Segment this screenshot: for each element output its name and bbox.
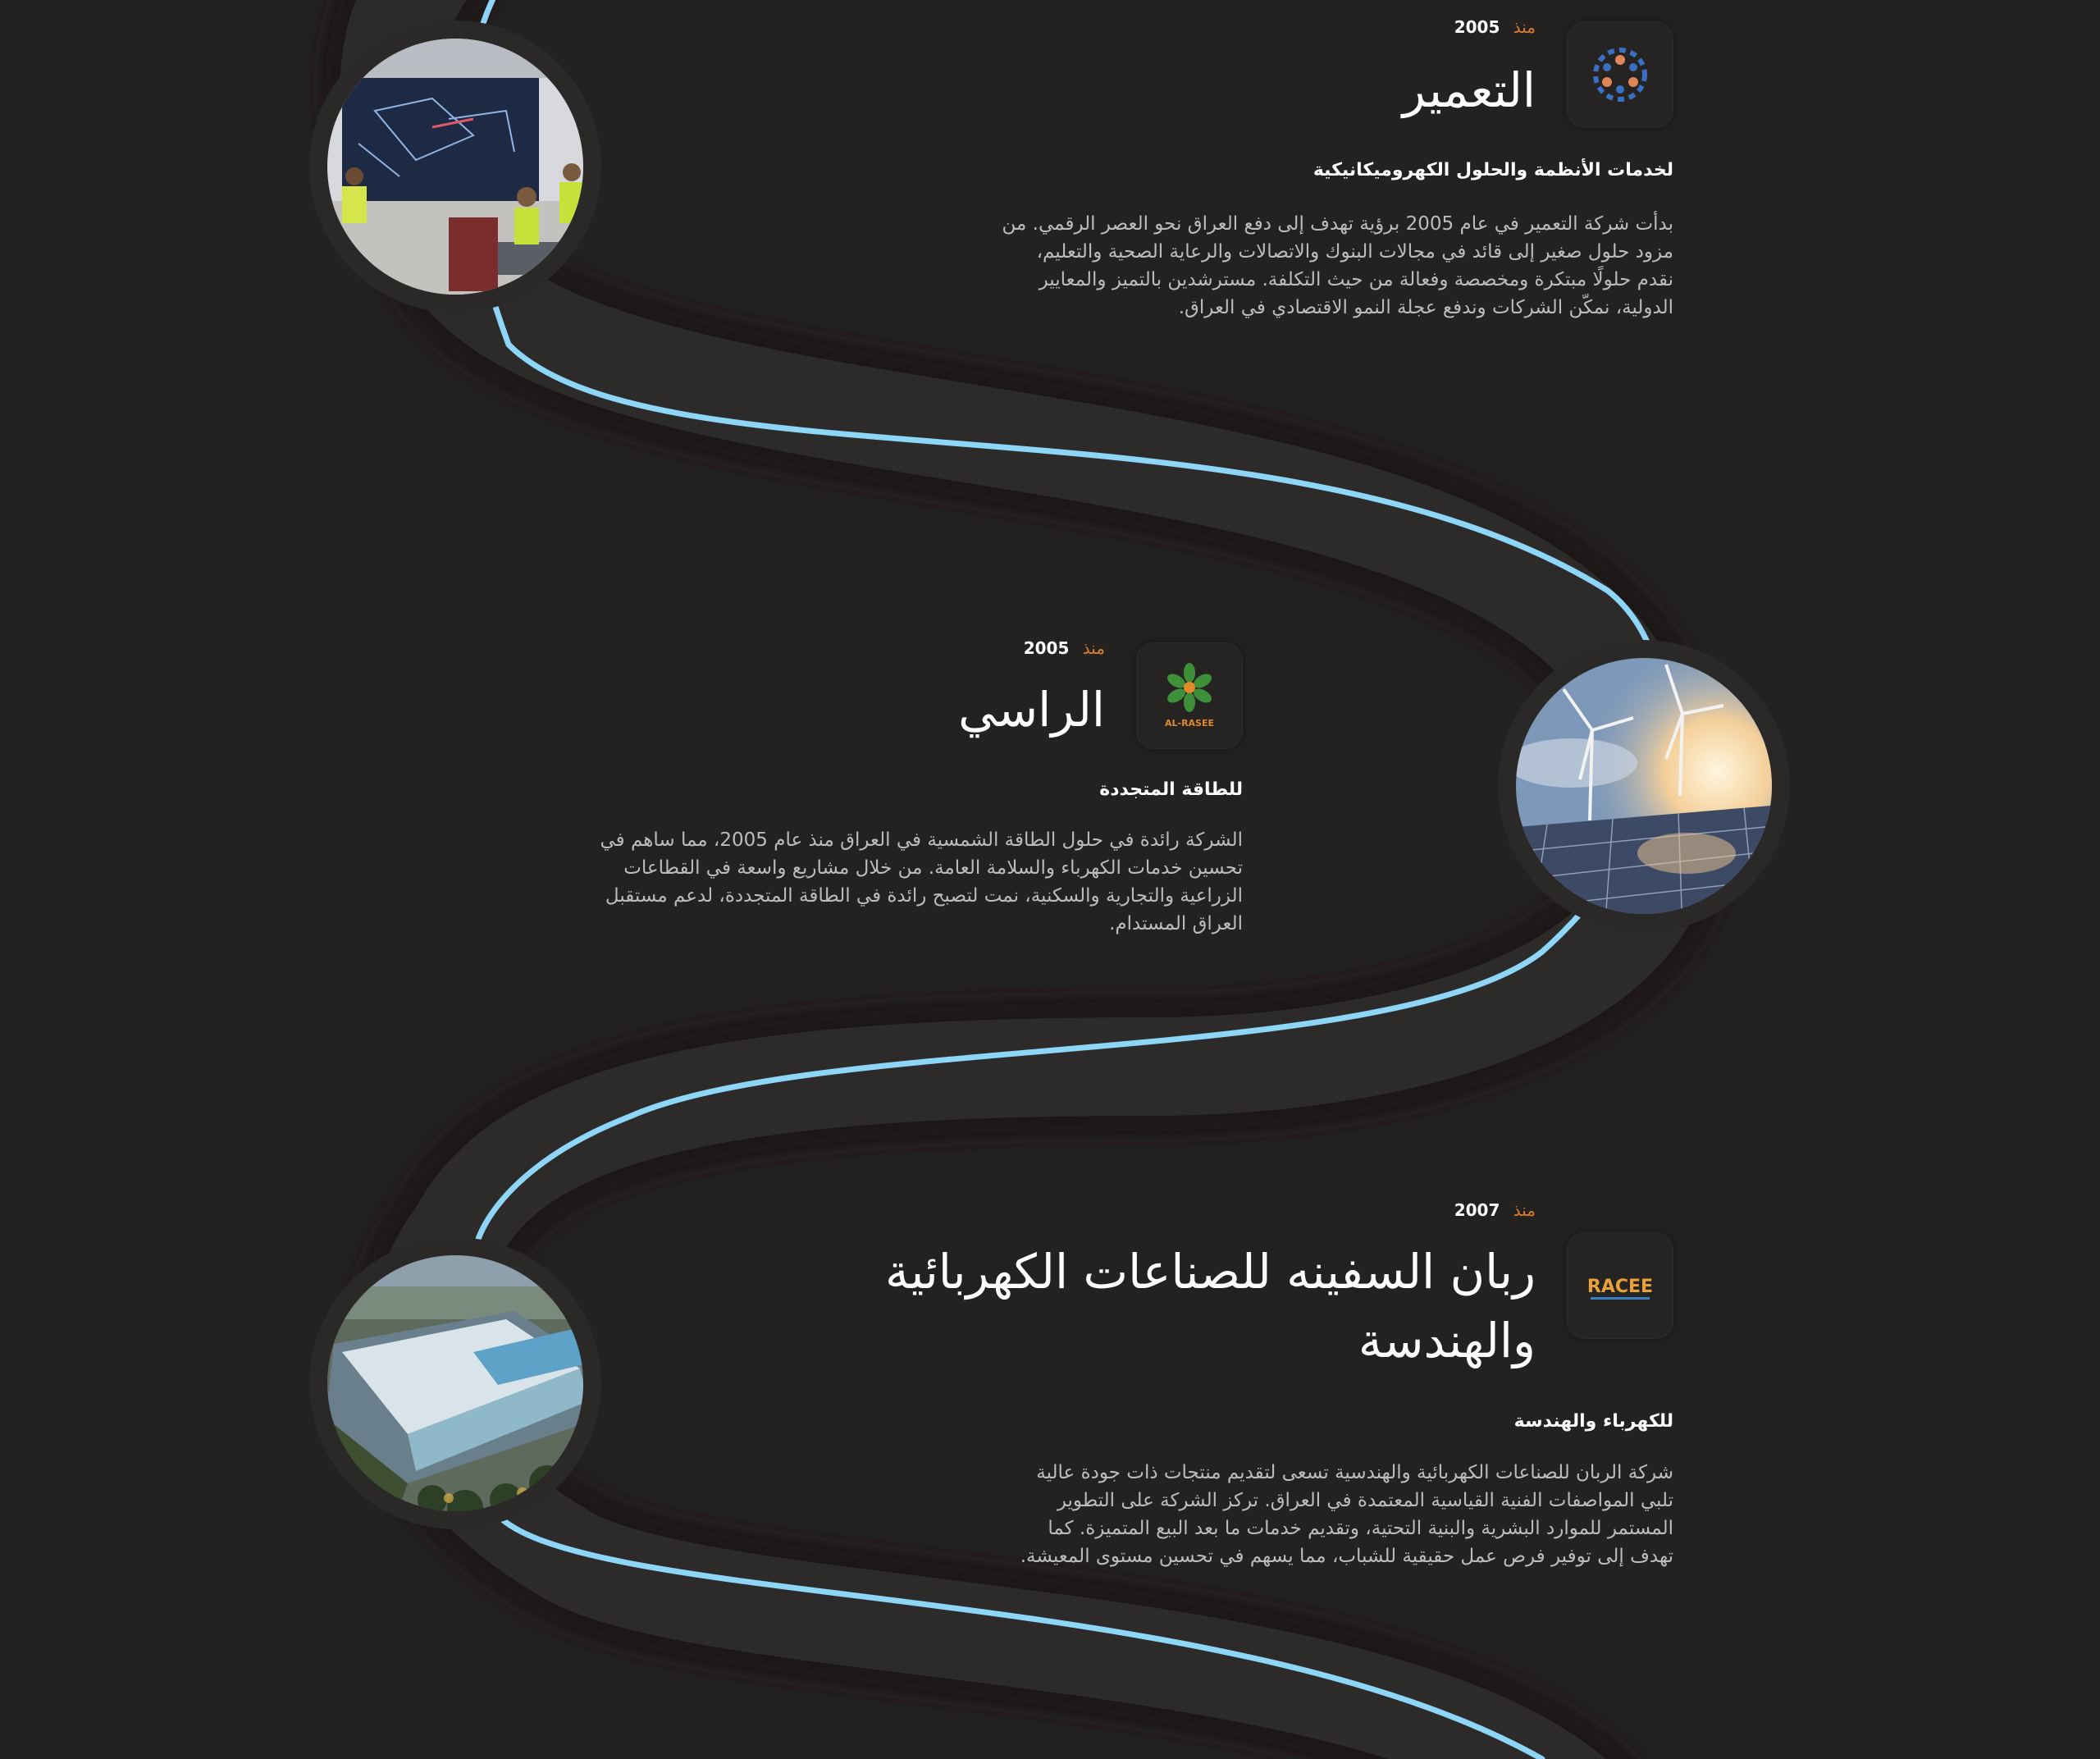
company-title: التعمير	[1402, 62, 1536, 118]
description-line: شركة الربان للصناعات الكهربائية والهندسية تسعى لتقديم منتجات ذات جودة عالية	[1036, 1462, 1673, 1483]
description-line: تلبي المواصفات الفنية القياسية المعتمدة في العراق. تركز الشركة على التطوير	[1057, 1490, 1673, 1511]
timeline-entry-altameer	[943, 15, 1673, 327]
since-label: منذ	[1082, 638, 1105, 658]
since-year: 2005	[1454, 17, 1500, 37]
description-line: تحسين خدمات الكهرباء والسلامة العامة. من خلال مشاريع واسعة في القطاعات	[623, 857, 1243, 879]
company-subtitle: لخدمات الأنظمة والحلول الكهروميكانيكية	[1312, 160, 1673, 180]
description-line: بدأت شركة التعمير في عام 2005 برؤية تهدف إلى دفع العراق نحو العصر الرقمي. من	[1002, 213, 1673, 235]
description-line: تهدف إلى توفير فرص عمل حقيقية للشباب، مما يسهم في تحسين مستوى المعيشة.	[1020, 1546, 1673, 1567]
description-line: المستمر للموارد البشرية والبنية التحتية، وتقديم خدمات ما بعد البيع المتميزة. كما	[1048, 1518, 1673, 1539]
company-description	[1002, 210, 1673, 322]
logo-text: RACEE	[1586, 1277, 1654, 1297]
timeline-entry-racee	[845, 1198, 1673, 1575]
company-title: الراسي	[958, 682, 1105, 738]
company-logo	[1567, 1232, 1673, 1339]
company-description	[1020, 1459, 1673, 1570]
company-title-line: والهندسة	[1358, 1313, 1536, 1368]
leaves-icon	[1137, 643, 1242, 748]
since-row	[1454, 1198, 1536, 1222]
since-row	[1024, 636, 1105, 660]
company-title	[885, 1237, 1536, 1375]
control-room-photo	[309, 21, 601, 313]
racee-logo-icon	[1568, 1233, 1673, 1338]
logo-text: AL-RASEE	[1164, 718, 1215, 729]
since-year: 2005	[1023, 638, 1070, 658]
description-line: الدولية، نمكّن الشركات وندفع عجلة النمو الاقتصادي في العراق.	[1178, 297, 1673, 318]
factory-aerial-photo	[309, 1237, 601, 1529]
description-line: الشركة رائدة في حلول الطاقة الشمسية في العراق منذ عام 2005، مما ساهم في	[600, 829, 1243, 851]
description-line: نقدم حلولًا مبتكرة ومخصصة وفعالة من حيث التكلفة. مسترشدين بالتميز والمعايير	[1039, 269, 1673, 290]
since-year: 2007	[1454, 1200, 1500, 1220]
company-logo	[1136, 642, 1243, 749]
since-label: منذ	[1513, 17, 1536, 37]
description-line: الزراعية والتجارية والسكنية، نمت لتصبح رائدة في الطاقة المتجددة، لدعم مستقبل	[605, 885, 1243, 907]
company-title-line: ربان السفينه للصناعات الكهربائية	[884, 1244, 1536, 1300]
company-logo	[1567, 21, 1673, 128]
since-row	[1454, 15, 1536, 39]
wind-solar-photo	[1498, 640, 1790, 932]
company-description	[600, 826, 1243, 938]
company-subtitle: للكهرباء والهندسة	[1513, 1411, 1673, 1432]
description-line: العراق المستدام.	[1109, 913, 1243, 934]
company-subtitle: للطاقة المتجددة	[1099, 779, 1243, 800]
gear-people-icon	[1568, 22, 1673, 127]
description-line: مزود حلول صغير إلى قائد في مجالات البنوك والاتصالات والرعاية الصحية والتعليم،	[1036, 241, 1673, 263]
since-label: منذ	[1513, 1200, 1536, 1220]
timeline-entry-alrasee	[533, 636, 1243, 948]
